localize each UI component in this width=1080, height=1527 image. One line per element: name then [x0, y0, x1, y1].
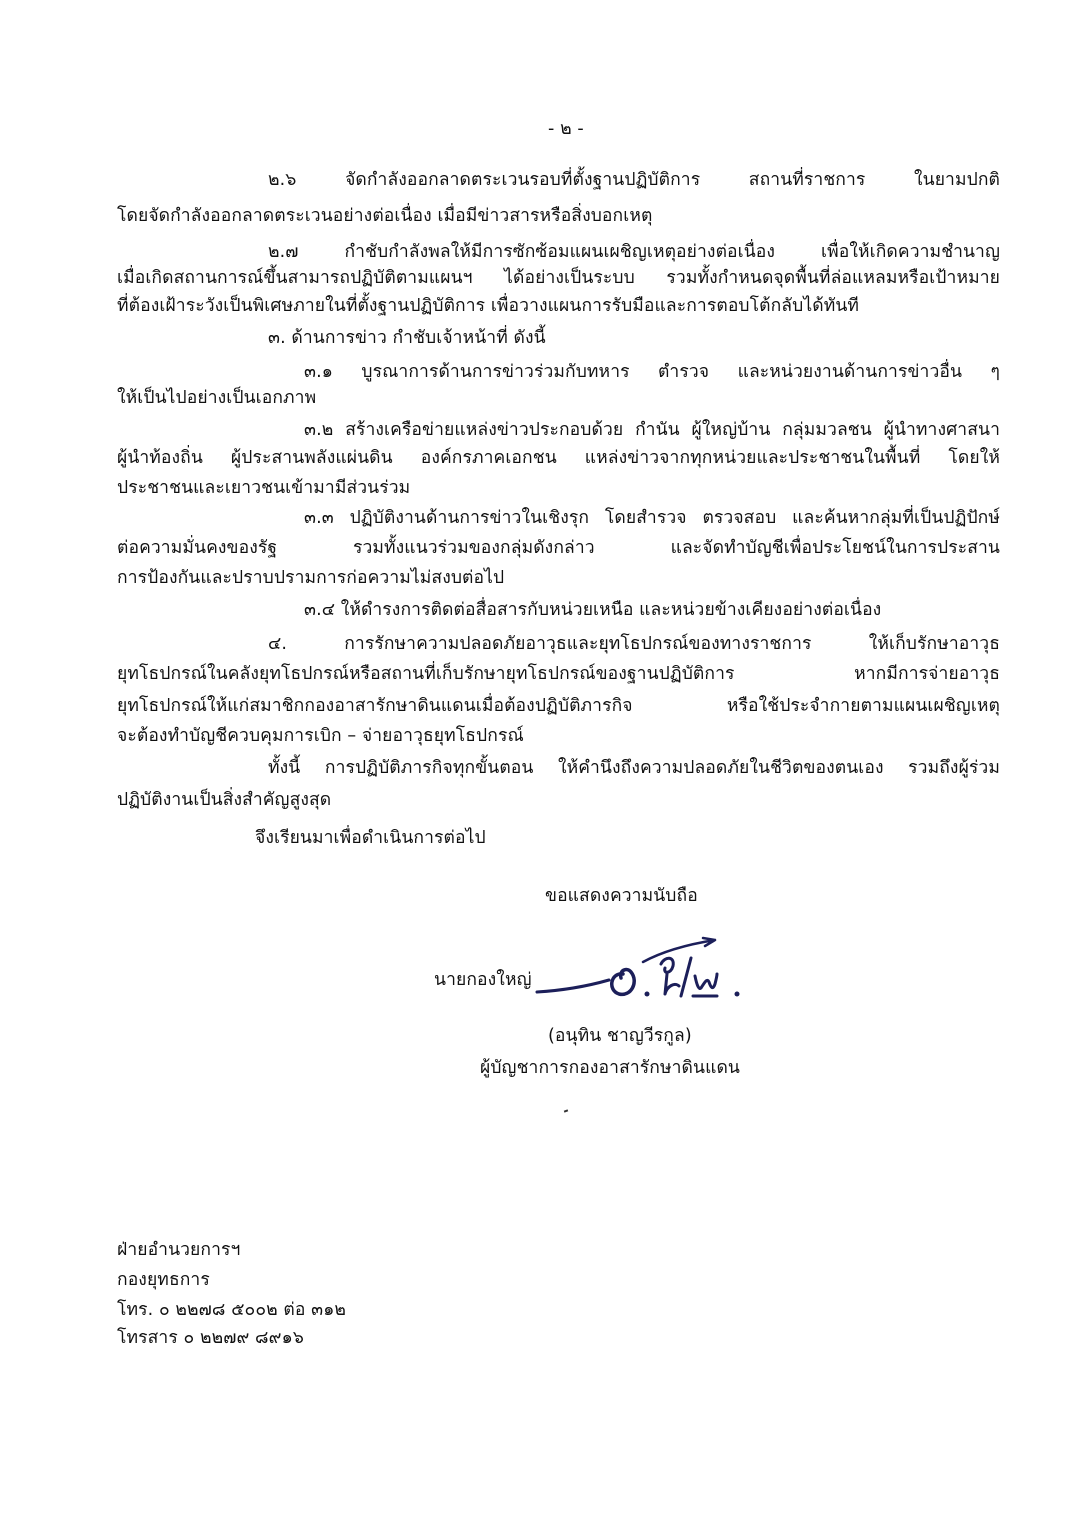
page-number: - ๒ - [548, 119, 584, 139]
paragraph-3-1-line-2: ให้เป็นไปอย่างเป็นเอกภาพ [117, 388, 317, 408]
paragraph-2-7-line-3: ที่ต้องเฝ้าระวังเป็นพิเศษภายในที่ตั้งฐานปฏิบัติการ เพื่อวางแผนการรับมือและการตอบโต้กลับได้ทันที [117, 296, 860, 316]
footer-fax: โทรสาร ๐ ๒๒๗๙ ๘๙๑๖ [117, 1328, 304, 1348]
section-3-heading: ๓. ด้านการข่าว กำชับเจ้าหน้าที่ ดังนี้ [268, 328, 546, 348]
footer-phone: โทร. ๐ ๒๒๗๘ ๕๐๐๒ ต่อ ๓๑๒ [117, 1300, 347, 1320]
footer-division: กองยุทธการ [117, 1270, 210, 1290]
paragraph-3-3-line-1: ๓.๓ ปฏิบัติงานด้านการข่าวในเชิงรุก โดยสำรวจ ตรวจสอบ และค้นหากลุ่มที่เป็นปฏิปักษ์ [304, 508, 1000, 528]
summary-line-1: ทั้งนี้ การปฏิบัติภารกิจทุกขั้นตอน ให้คำนึงถึงความปลอดภัยในชีวิตของตนเอง รวมถึงผู้ร่วม [268, 758, 1000, 778]
closing-line: จึงเรียนมาเพื่อดำเนินการต่อไป [255, 828, 486, 848]
summary-line-2: ปฏิบัติงานเป็นสิ่งสำคัญสูงสุด [117, 790, 332, 810]
paragraph-3-4-line-1: ๓.๔ ให้ดำรงการติดต่อสื่อสารกับหน่วยเหนือ และหน่วยข้างเคียงอย่างต่อเนื่อง [304, 600, 882, 620]
signer-position: ผู้บัญชาการกองอาสารักษาดินแดน [480, 1058, 740, 1078]
paragraph-3-2-line-3: ประชาชนและเยาวชนเข้ามามีส่วนร่วม [117, 478, 411, 498]
paragraph-3-1-line-1: ๓.๑ บูรณาการด้านการข่าวร่วมกับทหาร ตำรวจ และหน่วยงานด้านการข่าวอื่น ๆ [304, 362, 1000, 382]
paragraph-3-3-line-3: การป้องกันและปราบปรามการก่อความไม่สงบต่อไป [117, 568, 505, 588]
signer-rank: นายกองใหญ่ [434, 970, 532, 990]
paragraph-2-6-line-2: โดยจัดกำลังออกลาดตระเวนอย่างต่อเนื่อง เมื่อมีข่าวสารหรือสิ่งบอกเหตุ [117, 206, 653, 226]
handwritten-signature [515, 934, 745, 1004]
salutation: ขอแสดงความนับถือ [545, 886, 698, 906]
section-4-line-3: ยุทโธปกรณ์ให้แก่สมาชิกกองอาสารักษาดินแดนเมื่อต้องปฏิบัติภารกิจ หรือใช้ประจำกายตามแผนเผชิญเหตุ [117, 696, 1000, 716]
paragraph-3-3-line-2: ต่อความมั่นคงของรัฐ รวมทั้งแนวร่วมของกลุ่มดังกล่าว และจัดทำบัญชีเพื่อประโยชน์ในการประสาน [117, 538, 1000, 558]
paragraph-3-2-line-2: ผู้นำท้องถิ่น ผู้ประสานพลังแผ่นดิน องค์กรภาคเอกชน แหล่งข่าวจากทุกหน่วยและประชาชนในพื้นที่ โดยให้ [117, 448, 1000, 468]
footer-office: ฝ่ายอำนวยการฯ [117, 1240, 241, 1260]
section-4-line-4: จะต้องทำบัญชีควบคุมการเบิก – จ่ายอาวุธยุทโธปกรณ์ [117, 726, 524, 746]
stray-mark [564, 1109, 568, 1112]
paragraph-2-7-line-1: ๒.๗ กำชับกำลังพลให้มีการซักซ้อมแผนเผชิญเหตุอย่างต่อเนื่อง เพื่อให้เกิดความชำนาญ [268, 242, 1000, 262]
paragraph-2-6-line-1: ๒.๖ จัดกำลังออกลาดตระเวนรอบที่ตั้งฐานปฏิบัติการ สถานที่ราชการ ในยามปกติ [268, 170, 1000, 190]
section-4-line-1: ๔. การรักษาความปลอดภัยอาวุธและยุทโธปกรณ์ของทางราชการ ให้เก็บรักษาอาวุธ [268, 634, 1000, 654]
section-4-line-2: ยุทโธปกรณ์ในคลังยุทโธปกรณ์หรือสถานที่เก็บรักษายุทโธปกรณ์ของฐานปฏิบัติการ หากมีการจ่ายอาวุธ [117, 664, 1000, 684]
paragraph-3-2-line-1: ๓.๒ สร้างเครือข่ายแหล่งข่าวประกอบด้วย กำนัน ผู้ใหญ่บ้าน กลุ่มมวลชน ผู้นำทางศาสนา [304, 420, 1000, 440]
signer-name: (อนุทิน ชาญวีรกูล) [548, 1026, 692, 1046]
paragraph-2-7-line-2: เมื่อเกิดสถานการณ์ขึ้นสามารถปฏิบัติตามแผนฯ ได้อย่างเป็นระบบ รวมทั้งกำหนดจุดพื้นที่ล่อแหลมหรือเป้าหมาย [117, 268, 1000, 288]
